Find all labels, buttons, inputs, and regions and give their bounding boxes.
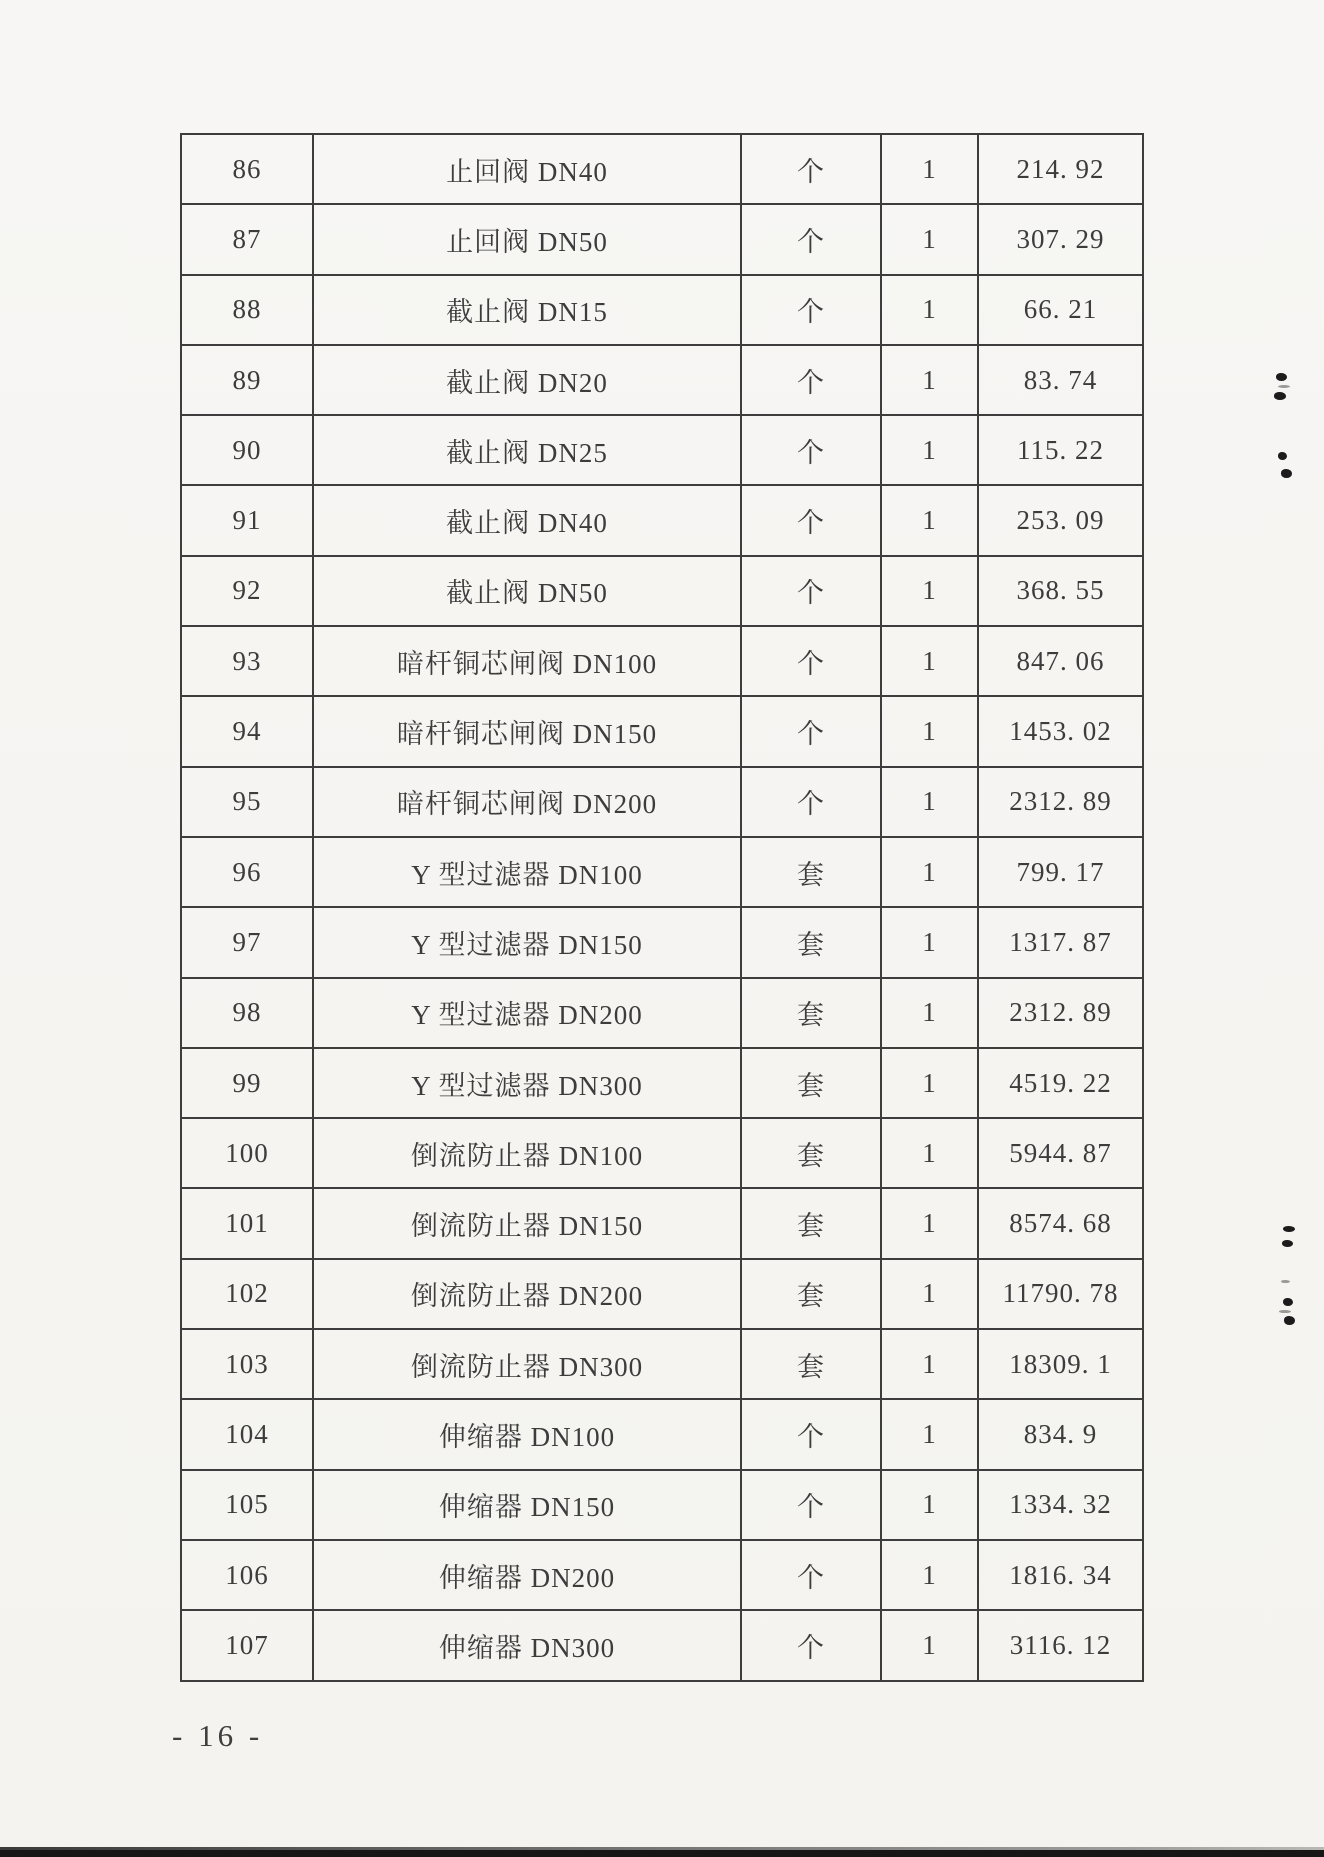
cell-no: 102 [181, 1259, 313, 1329]
cell-qty: 1 [881, 837, 978, 907]
cell-unit: 套 [741, 1188, 881, 1258]
cell-qty: 1 [881, 485, 978, 555]
price-table [180, 133, 1144, 1682]
cell-unit: 个 [741, 1540, 881, 1610]
cell-no: 89 [181, 345, 313, 415]
cell-qty: 1 [881, 978, 978, 1048]
scan-speck [1276, 373, 1287, 381]
table-row [181, 415, 1143, 485]
table-row [181, 275, 1143, 345]
cell-unit: 个 [741, 556, 881, 626]
cell-price: 799. 17 [978, 837, 1143, 907]
table-row [181, 1188, 1143, 1258]
cell-price: 1453. 02 [978, 696, 1143, 766]
cell-unit: 个 [741, 1610, 881, 1680]
price-table-body [181, 134, 1143, 1681]
cell-qty: 1 [881, 1470, 978, 1540]
cell-name: 伸缩器 DN200 [313, 1540, 741, 1610]
table-row [181, 1329, 1143, 1399]
cell-price: 4519. 22 [978, 1048, 1143, 1118]
cell-name: 倒流防止器 DN200 [313, 1259, 741, 1329]
cell-unit: 套 [741, 1048, 881, 1118]
cell-qty: 1 [881, 134, 978, 204]
table-row [181, 345, 1143, 415]
table-row [181, 837, 1143, 907]
page-number: - 16 - [172, 1718, 264, 1753]
cell-unit: 个 [741, 626, 881, 696]
cell-name: Y 型过滤器 DN100 [313, 837, 741, 907]
cell-qty: 1 [881, 1259, 978, 1329]
cell-unit: 个 [741, 275, 881, 345]
cell-price: 83. 74 [978, 345, 1143, 415]
table-row [181, 1399, 1143, 1469]
cell-no: 100 [181, 1118, 313, 1188]
cell-price: 11790. 78 [978, 1259, 1143, 1329]
cell-unit: 套 [741, 837, 881, 907]
table-row [181, 1540, 1143, 1610]
cell-unit: 个 [741, 696, 881, 766]
table-row [181, 1470, 1143, 1540]
table-row [181, 907, 1143, 977]
cell-qty: 1 [881, 415, 978, 485]
table-row [181, 485, 1143, 555]
table-row [181, 1259, 1143, 1329]
cell-name: 伸缩器 DN150 [313, 1470, 741, 1540]
scan-speck [1282, 1240, 1293, 1247]
cell-qty: 1 [881, 1540, 978, 1610]
cell-no: 103 [181, 1329, 313, 1399]
table-row [181, 204, 1143, 274]
cell-no: 90 [181, 415, 313, 485]
cell-price: 368. 55 [978, 556, 1143, 626]
cell-no: 95 [181, 767, 313, 837]
cell-name: 止回阀 DN50 [313, 204, 741, 274]
cell-qty: 1 [881, 556, 978, 626]
cell-no: 96 [181, 837, 313, 907]
cell-unit: 个 [741, 134, 881, 204]
cell-unit: 套 [741, 1118, 881, 1188]
cell-unit: 个 [741, 345, 881, 415]
cell-qty: 1 [881, 1329, 978, 1399]
cell-no: 92 [181, 556, 313, 626]
cell-name: 暗杆铜芯闸阀 DN200 [313, 767, 741, 837]
cell-name: 截止阀 DN40 [313, 485, 741, 555]
cell-qty: 1 [881, 275, 978, 345]
cell-no: 94 [181, 696, 313, 766]
cell-name: Y 型过滤器 DN150 [313, 907, 741, 977]
cell-no: 88 [181, 275, 313, 345]
scan-speck [1281, 469, 1292, 478]
cell-price: 115. 22 [978, 415, 1143, 485]
cell-no: 105 [181, 1470, 313, 1540]
cell-unit: 个 [741, 415, 881, 485]
cell-qty: 1 [881, 767, 978, 837]
cell-no: 93 [181, 626, 313, 696]
table-row [181, 978, 1143, 1048]
cell-name: 倒流防止器 DN100 [313, 1118, 741, 1188]
cell-price: 3116. 12 [978, 1610, 1143, 1680]
cell-price: 8574. 68 [978, 1188, 1143, 1258]
cell-no: 98 [181, 978, 313, 1048]
cell-no: 91 [181, 485, 313, 555]
cell-name: 截止阀 DN20 [313, 345, 741, 415]
cell-qty: 1 [881, 1610, 978, 1680]
cell-price: 847. 06 [978, 626, 1143, 696]
cell-name: 暗杆铜芯闸阀 DN100 [313, 626, 741, 696]
scan-speck [1278, 452, 1287, 460]
cell-price: 834. 9 [978, 1399, 1143, 1469]
cell-name: 伸缩器 DN300 [313, 1610, 741, 1680]
cell-unit: 套 [741, 907, 881, 977]
cell-name: 倒流防止器 DN300 [313, 1329, 741, 1399]
cell-qty: 1 [881, 696, 978, 766]
cell-qty: 1 [881, 1048, 978, 1118]
cell-name: 截止阀 DN25 [313, 415, 741, 485]
cell-unit: 个 [741, 1470, 881, 1540]
scan-speck [1279, 1310, 1291, 1313]
table-row [181, 1118, 1143, 1188]
table-row [181, 1048, 1143, 1118]
cell-price: 66. 21 [978, 275, 1143, 345]
cell-no: 106 [181, 1540, 313, 1610]
cell-qty: 1 [881, 345, 978, 415]
cell-unit: 套 [741, 1329, 881, 1399]
cell-no: 87 [181, 204, 313, 274]
cell-no: 104 [181, 1399, 313, 1469]
cell-price: 1816. 34 [978, 1540, 1143, 1610]
scan-speck [1281, 1280, 1290, 1283]
scan-speck [1284, 1316, 1295, 1325]
scan-edge-shadow [0, 1850, 1324, 1857]
cell-name: 止回阀 DN40 [313, 134, 741, 204]
cell-unit: 个 [741, 204, 881, 274]
cell-unit: 个 [741, 485, 881, 555]
cell-price: 214. 92 [978, 134, 1143, 204]
cell-price: 1334. 32 [978, 1470, 1143, 1540]
scan-speck [1283, 1226, 1295, 1232]
table-row [181, 1610, 1143, 1680]
cell-price: 253. 09 [978, 485, 1143, 555]
cell-price: 1317. 87 [978, 907, 1143, 977]
cell-price: 5944. 87 [978, 1118, 1143, 1188]
table-row [181, 626, 1143, 696]
cell-name: 倒流防止器 DN150 [313, 1188, 741, 1258]
cell-name: Y 型过滤器 DN300 [313, 1048, 741, 1118]
cell-no: 107 [181, 1610, 313, 1680]
cell-qty: 1 [881, 204, 978, 274]
cell-unit: 个 [741, 1399, 881, 1469]
cell-qty: 1 [881, 1399, 978, 1469]
cell-unit: 个 [741, 767, 881, 837]
cell-no: 101 [181, 1188, 313, 1258]
cell-price: 18309. 1 [978, 1329, 1143, 1399]
cell-name: 暗杆铜芯闸阀 DN150 [313, 696, 741, 766]
cell-qty: 1 [881, 626, 978, 696]
scan-speck [1278, 385, 1290, 388]
table-row [181, 696, 1143, 766]
cell-name: 伸缩器 DN100 [313, 1399, 741, 1469]
table-row [181, 134, 1143, 204]
cell-no: 99 [181, 1048, 313, 1118]
cell-qty: 1 [881, 907, 978, 977]
cell-no: 97 [181, 907, 313, 977]
cell-price: 2312. 89 [978, 767, 1143, 837]
cell-name: 截止阀 DN50 [313, 556, 741, 626]
cell-no: 86 [181, 134, 313, 204]
table-row [181, 767, 1143, 837]
table-row [181, 556, 1143, 626]
cell-name: Y 型过滤器 DN200 [313, 978, 741, 1048]
scan-speck [1274, 392, 1286, 400]
cell-qty: 1 [881, 1118, 978, 1188]
cell-qty: 1 [881, 1188, 978, 1258]
cell-unit: 套 [741, 1259, 881, 1329]
cell-unit: 套 [741, 978, 881, 1048]
cell-price: 2312. 89 [978, 978, 1143, 1048]
cell-price: 307. 29 [978, 204, 1143, 274]
scan-speck [1283, 1298, 1293, 1306]
cell-name: 截止阀 DN15 [313, 275, 741, 345]
